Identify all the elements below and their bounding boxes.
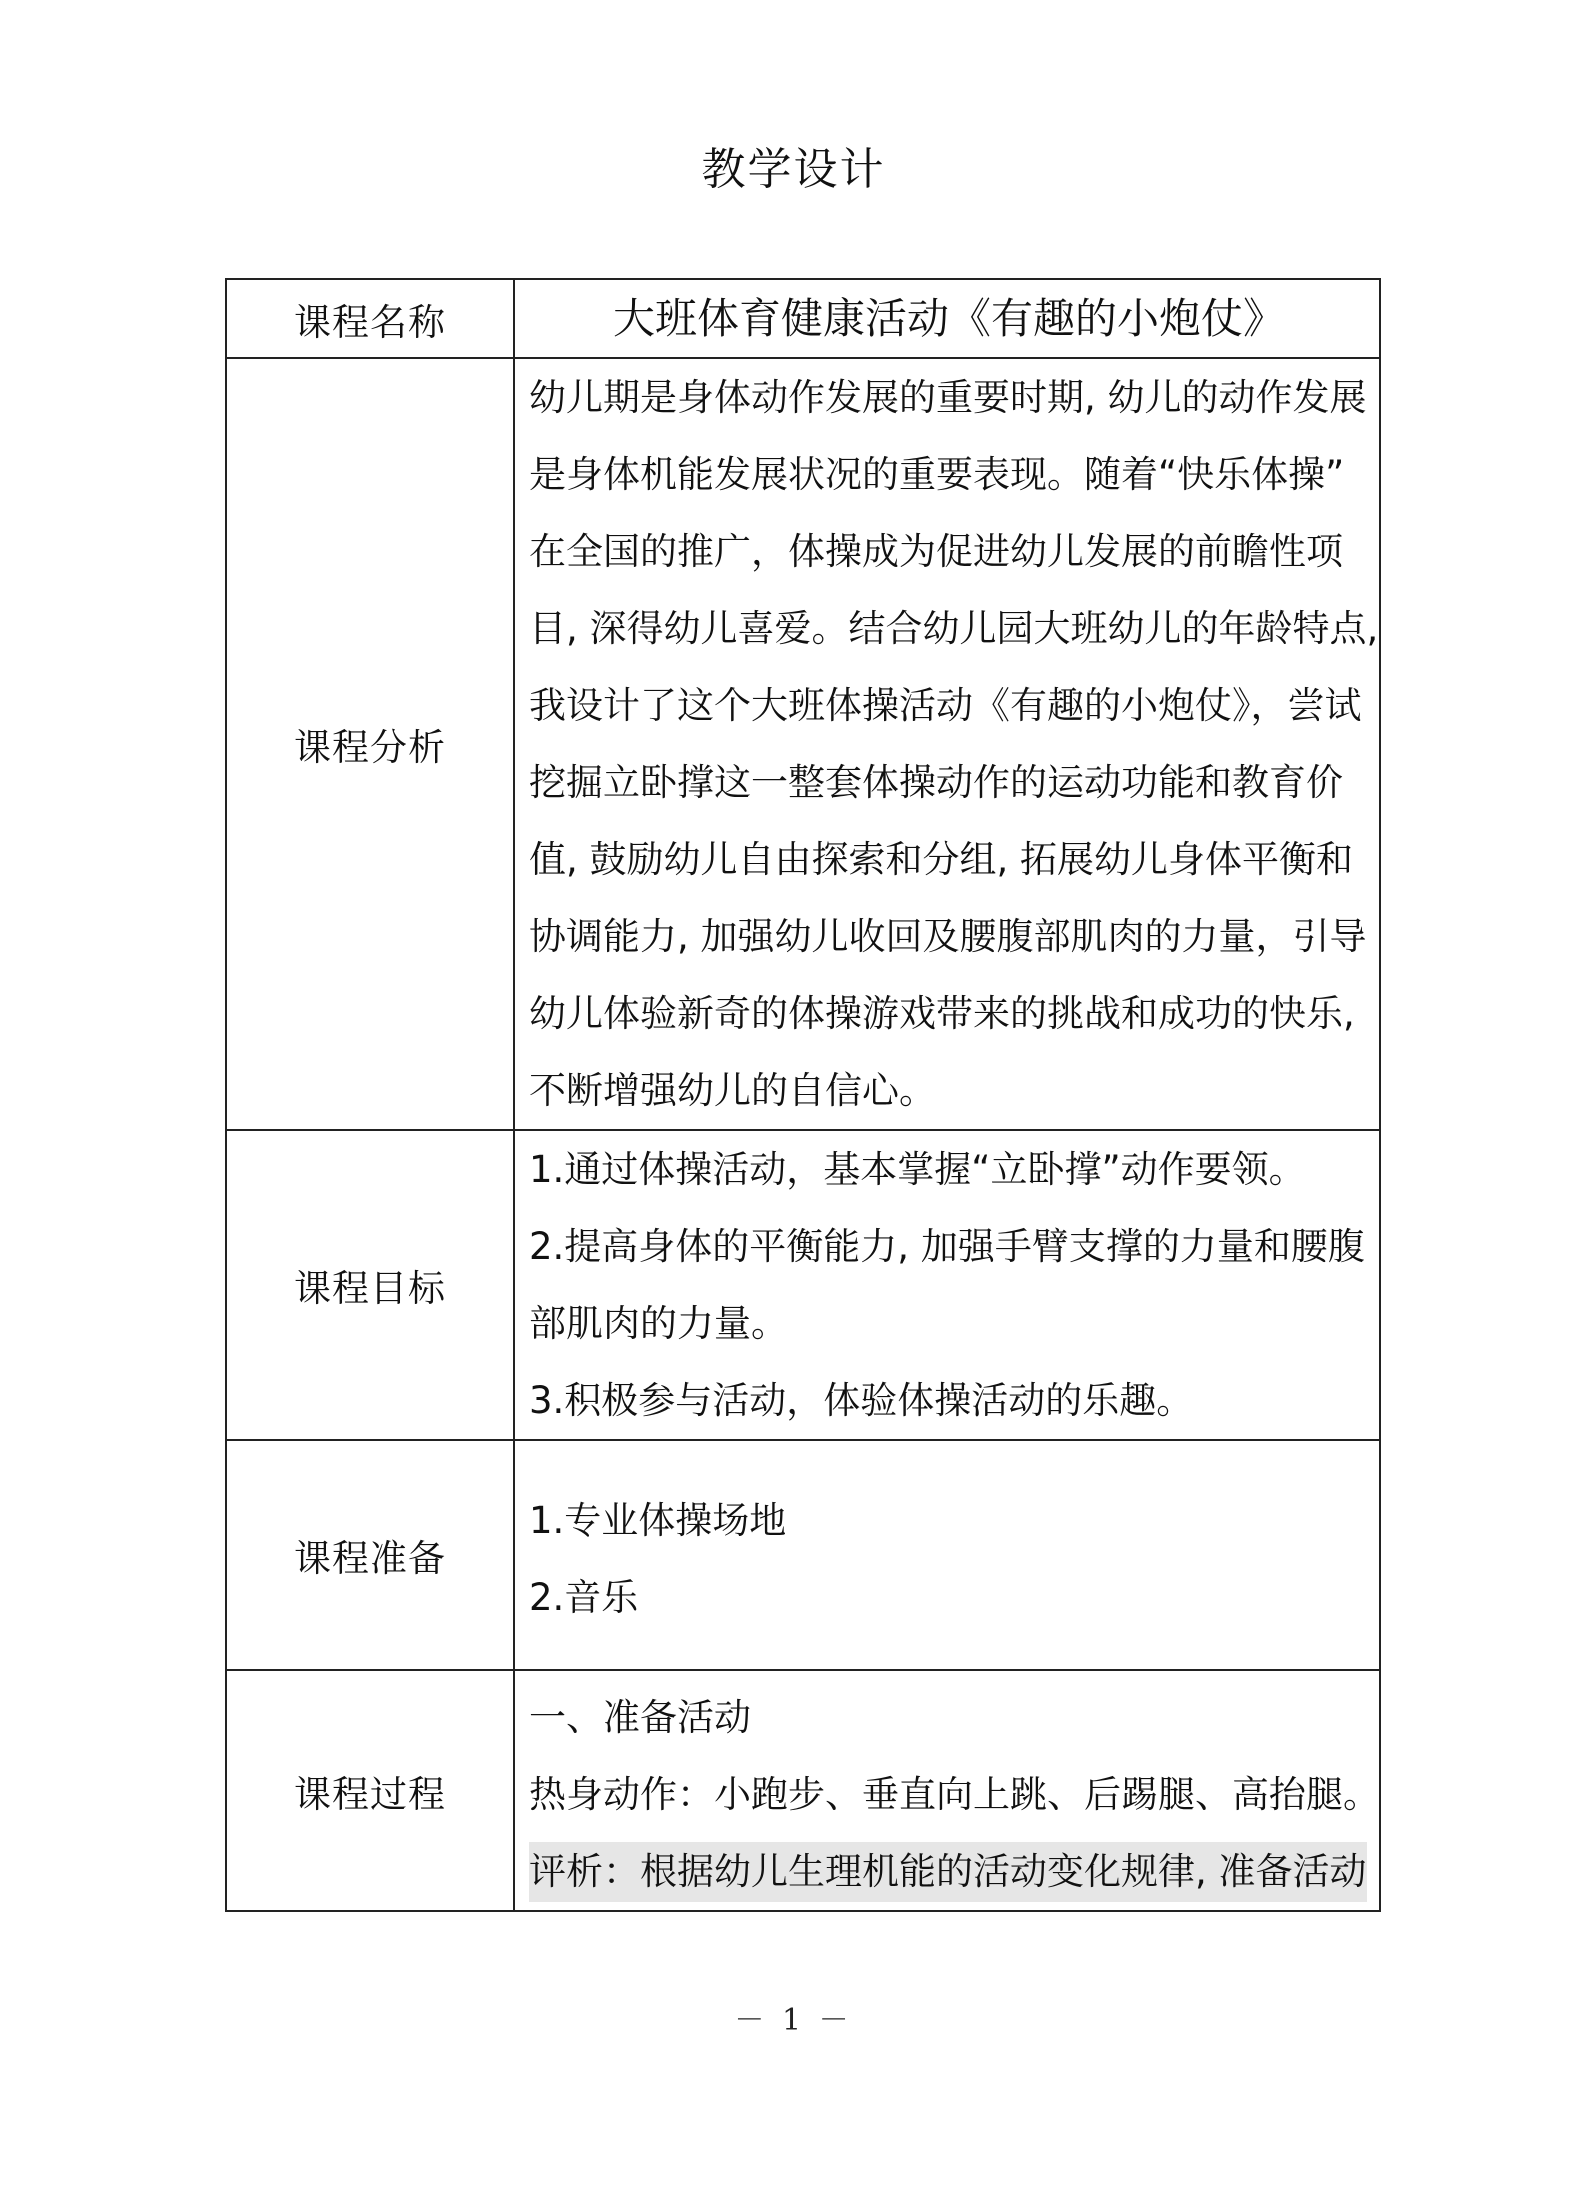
table-row-course-name <box>226 279 1380 358</box>
label-course-name: 课程名称 <box>226 279 514 358</box>
analysis-line: 值, 鼓励幼儿自由探索和分组, 拓展幼儿身体平衡和 <box>529 838 1354 881</box>
analysis-line: 目, 深得幼儿喜爱。结合幼儿园大班幼儿的年龄特点, <box>529 607 1379 650</box>
highlighted-comment: 评析：根据幼儿生理机能的活动变化规律, 准备活动 <box>529 1842 1367 1902</box>
course-name-value: 大班体育健康活动《有趣的小炮仗》 <box>514 279 1380 358</box>
course-analysis-content <box>514 358 1380 1130</box>
course-goals-content <box>514 1130 1380 1440</box>
table-row-course-preparation <box>226 1440 1380 1670</box>
page-number: － 1 － <box>734 2003 853 2038</box>
analysis-line: 幼儿体验新奇的体操游戏带来的挑战和成功的快乐, <box>529 992 1355 1035</box>
course-process-content <box>514 1670 1380 1911</box>
document-title: 教学设计 <box>701 144 886 195</box>
process-heading: 一、准备活动 <box>529 1696 751 1739</box>
table-row-course-goals <box>226 1130 1380 1440</box>
analysis-line: 我设计了这个大班体操活动《有趣的小炮仗》，尝试 <box>529 684 1362 727</box>
label-course-process: 课程过程 <box>226 1670 514 1911</box>
analysis-line: 是身体机能发展状况的重要表现。随着“快乐体操” <box>529 453 1345 496</box>
lesson-design-table <box>225 278 1381 1912</box>
analysis-line: 幼儿期是身体动作发展的重要时期, 幼儿的动作发展 <box>529 376 1367 419</box>
preparation-item: 1.专业体操场地 <box>529 1499 787 1542</box>
analysis-line: 不断增强幼儿的自信心。 <box>529 1069 936 1112</box>
process-line: 热身动作：小跑步、垂直向上跳、后踢腿、高抬腿。 <box>529 1773 1380 1816</box>
label-course-analysis: 课程分析 <box>226 358 514 1130</box>
analysis-line: 协调能力, 加强幼儿收回及腰腹部肌肉的力量，引导 <box>529 915 1367 958</box>
analysis-line: 在全国的推广，体操成为促进幼儿发展的前瞻性项 <box>529 530 1343 573</box>
label-course-preparation: 课程准备 <box>226 1440 514 1670</box>
course-preparation-content <box>514 1440 1380 1670</box>
analysis-line: 挖掘立卧撑这一整套体操动作的运动功能和教育价 <box>529 761 1343 804</box>
label-course-goals: 课程目标 <box>226 1130 514 1440</box>
table-row-course-process <box>226 1670 1380 1911</box>
table-row-course-analysis <box>226 358 1380 1130</box>
goal-item: 1.通过体操活动，基本掌握“立卧撑”动作要领。 <box>529 1148 1306 1191</box>
goal-item: 3.积极参与活动，体验体操活动的乐趣。 <box>529 1379 1194 1422</box>
goal-item: 部肌肉的力量。 <box>529 1302 788 1345</box>
goal-item: 2.提高身体的平衡能力, 加强手臂支撑的力量和腰腹 <box>529 1225 1365 1268</box>
preparation-item: 2.音乐 <box>529 1576 639 1619</box>
